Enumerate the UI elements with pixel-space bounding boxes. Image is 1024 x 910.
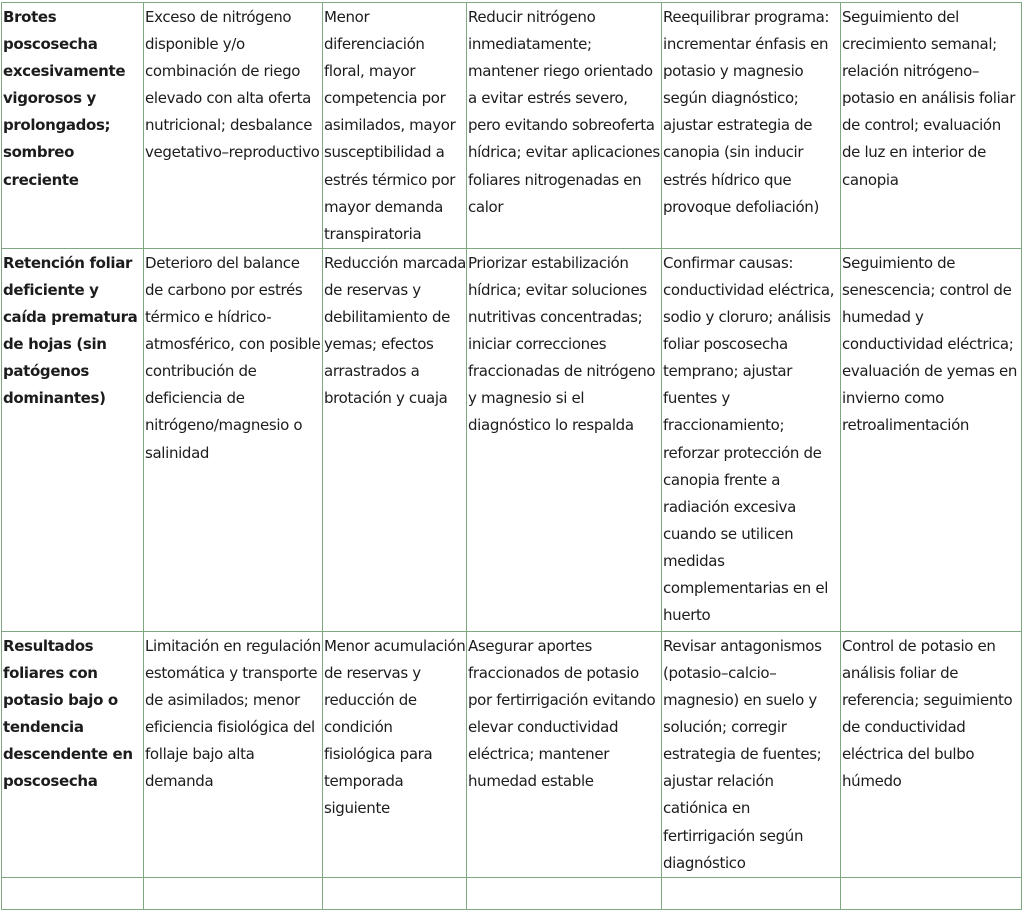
table-row — [2, 248, 1022, 631]
table-row-partial — [2, 877, 1022, 909]
table-row — [2, 3, 1022, 249]
impact-cell: Menor acumulación de reservas y reducción de condición fisiológica para temporada siguiente — [323, 631, 467, 877]
empty-cell — [662, 877, 841, 909]
table-row — [2, 631, 1022, 877]
empty-cell — [144, 877, 323, 909]
immediate-action-cell: Asegurar aportes fraccionados de potasio por fertirrigación evitando elevar conductividad eléctrica; mantener humedad estable — [467, 631, 662, 877]
monitoring-cell: Control de potasio en análisis foliar de referencia; seguimiento de conductividad eléctrica del bulbo húmedo — [841, 631, 1022, 877]
problem-cell: Retención foliar deficiente y caída prematura de hojas (sin patógenos dominantes) — [2, 248, 144, 631]
impact-cell: Menor diferenciación floral, mayor competencia por asimilados, mayor susceptibilidad a estrés térmico por mayor demanda transpiratoria — [323, 3, 467, 249]
diagnostic-table — [1, 2, 1022, 910]
monitoring-cell: Seguimiento del crecimiento semanal; relación nitrógeno–potasio en análisis foliar de control; evaluación de luz en interior de canopia — [841, 3, 1022, 249]
problem-cell: Resultados foliares con potasio bajo o tendencia descendente en poscosecha — [2, 631, 144, 877]
immediate-action-cell: Priorizar estabilización hídrica; evitar soluciones nutritivas concentradas; iniciar correcciones fraccionadas de nitrógeno y magnesio si el diagnóstico lo respalda — [467, 248, 662, 631]
problem-cell: Brotes poscosecha excesivamente vigorosos y prolongados; sombreo creciente — [2, 3, 144, 249]
empty-cell — [323, 877, 467, 909]
corrective-action-cell: Confirmar causas: conductividad eléctrica, sodio y cloruro; análisis foliar poscosecha temprano; ajustar fuentes y fraccionamiento; reforzar protección de canopia frente a radiación excesiva cuando se utilicen medidas complementarias en el huerto — [662, 248, 841, 631]
monitoring-cell: Seguimiento de senescencia; control de humedad y conductividad eléctrica; evaluación de yemas en invierno como retroalimentación — [841, 248, 1022, 631]
empty-cell — [841, 877, 1022, 909]
cause-cell: Deterioro del balance de carbono por estrés térmico e hídrico-atmosférico, con posible contribución de deficiencia de nitrógeno/magnesio o salinidad — [144, 248, 323, 631]
cause-cell: Limitación en regulación estomática y transporte de asimilados; menor eficiencia fisiológica del follaje bajo alta demanda — [144, 631, 323, 877]
immediate-action-cell: Reducir nitrógeno inmediatamente; mantener riego orientado a evitar estrés severo, pero evitando sobreoferta hídrica; evitar aplicaciones foliares nitrogenadas en calor — [467, 3, 662, 249]
corrective-action-cell: Reequilibrar programa: incrementar énfasis en potasio y magnesio según diagnóstico; ajustar estrategia de canopia (sin inducir estrés hídrico que provoque defoliación) — [662, 3, 841, 249]
corrective-action-cell: Revisar antagonismos (potasio–calcio–magnesio) en suelo y solución; corregir estrategia de fuentes; ajustar relación catiónica en fertirrigación según diagnóstico — [662, 631, 841, 877]
empty-cell — [467, 877, 662, 909]
empty-cell — [2, 877, 144, 909]
impact-cell: Reducción marcada de reservas y debilitamiento de yemas; efectos arrastrados a brotación y cuaja — [323, 248, 467, 631]
cause-cell: Exceso de nitrógeno disponible y/o combinación de riego elevado con alta oferta nutricional; desbalance vegetativo–reproductivo — [144, 3, 323, 249]
